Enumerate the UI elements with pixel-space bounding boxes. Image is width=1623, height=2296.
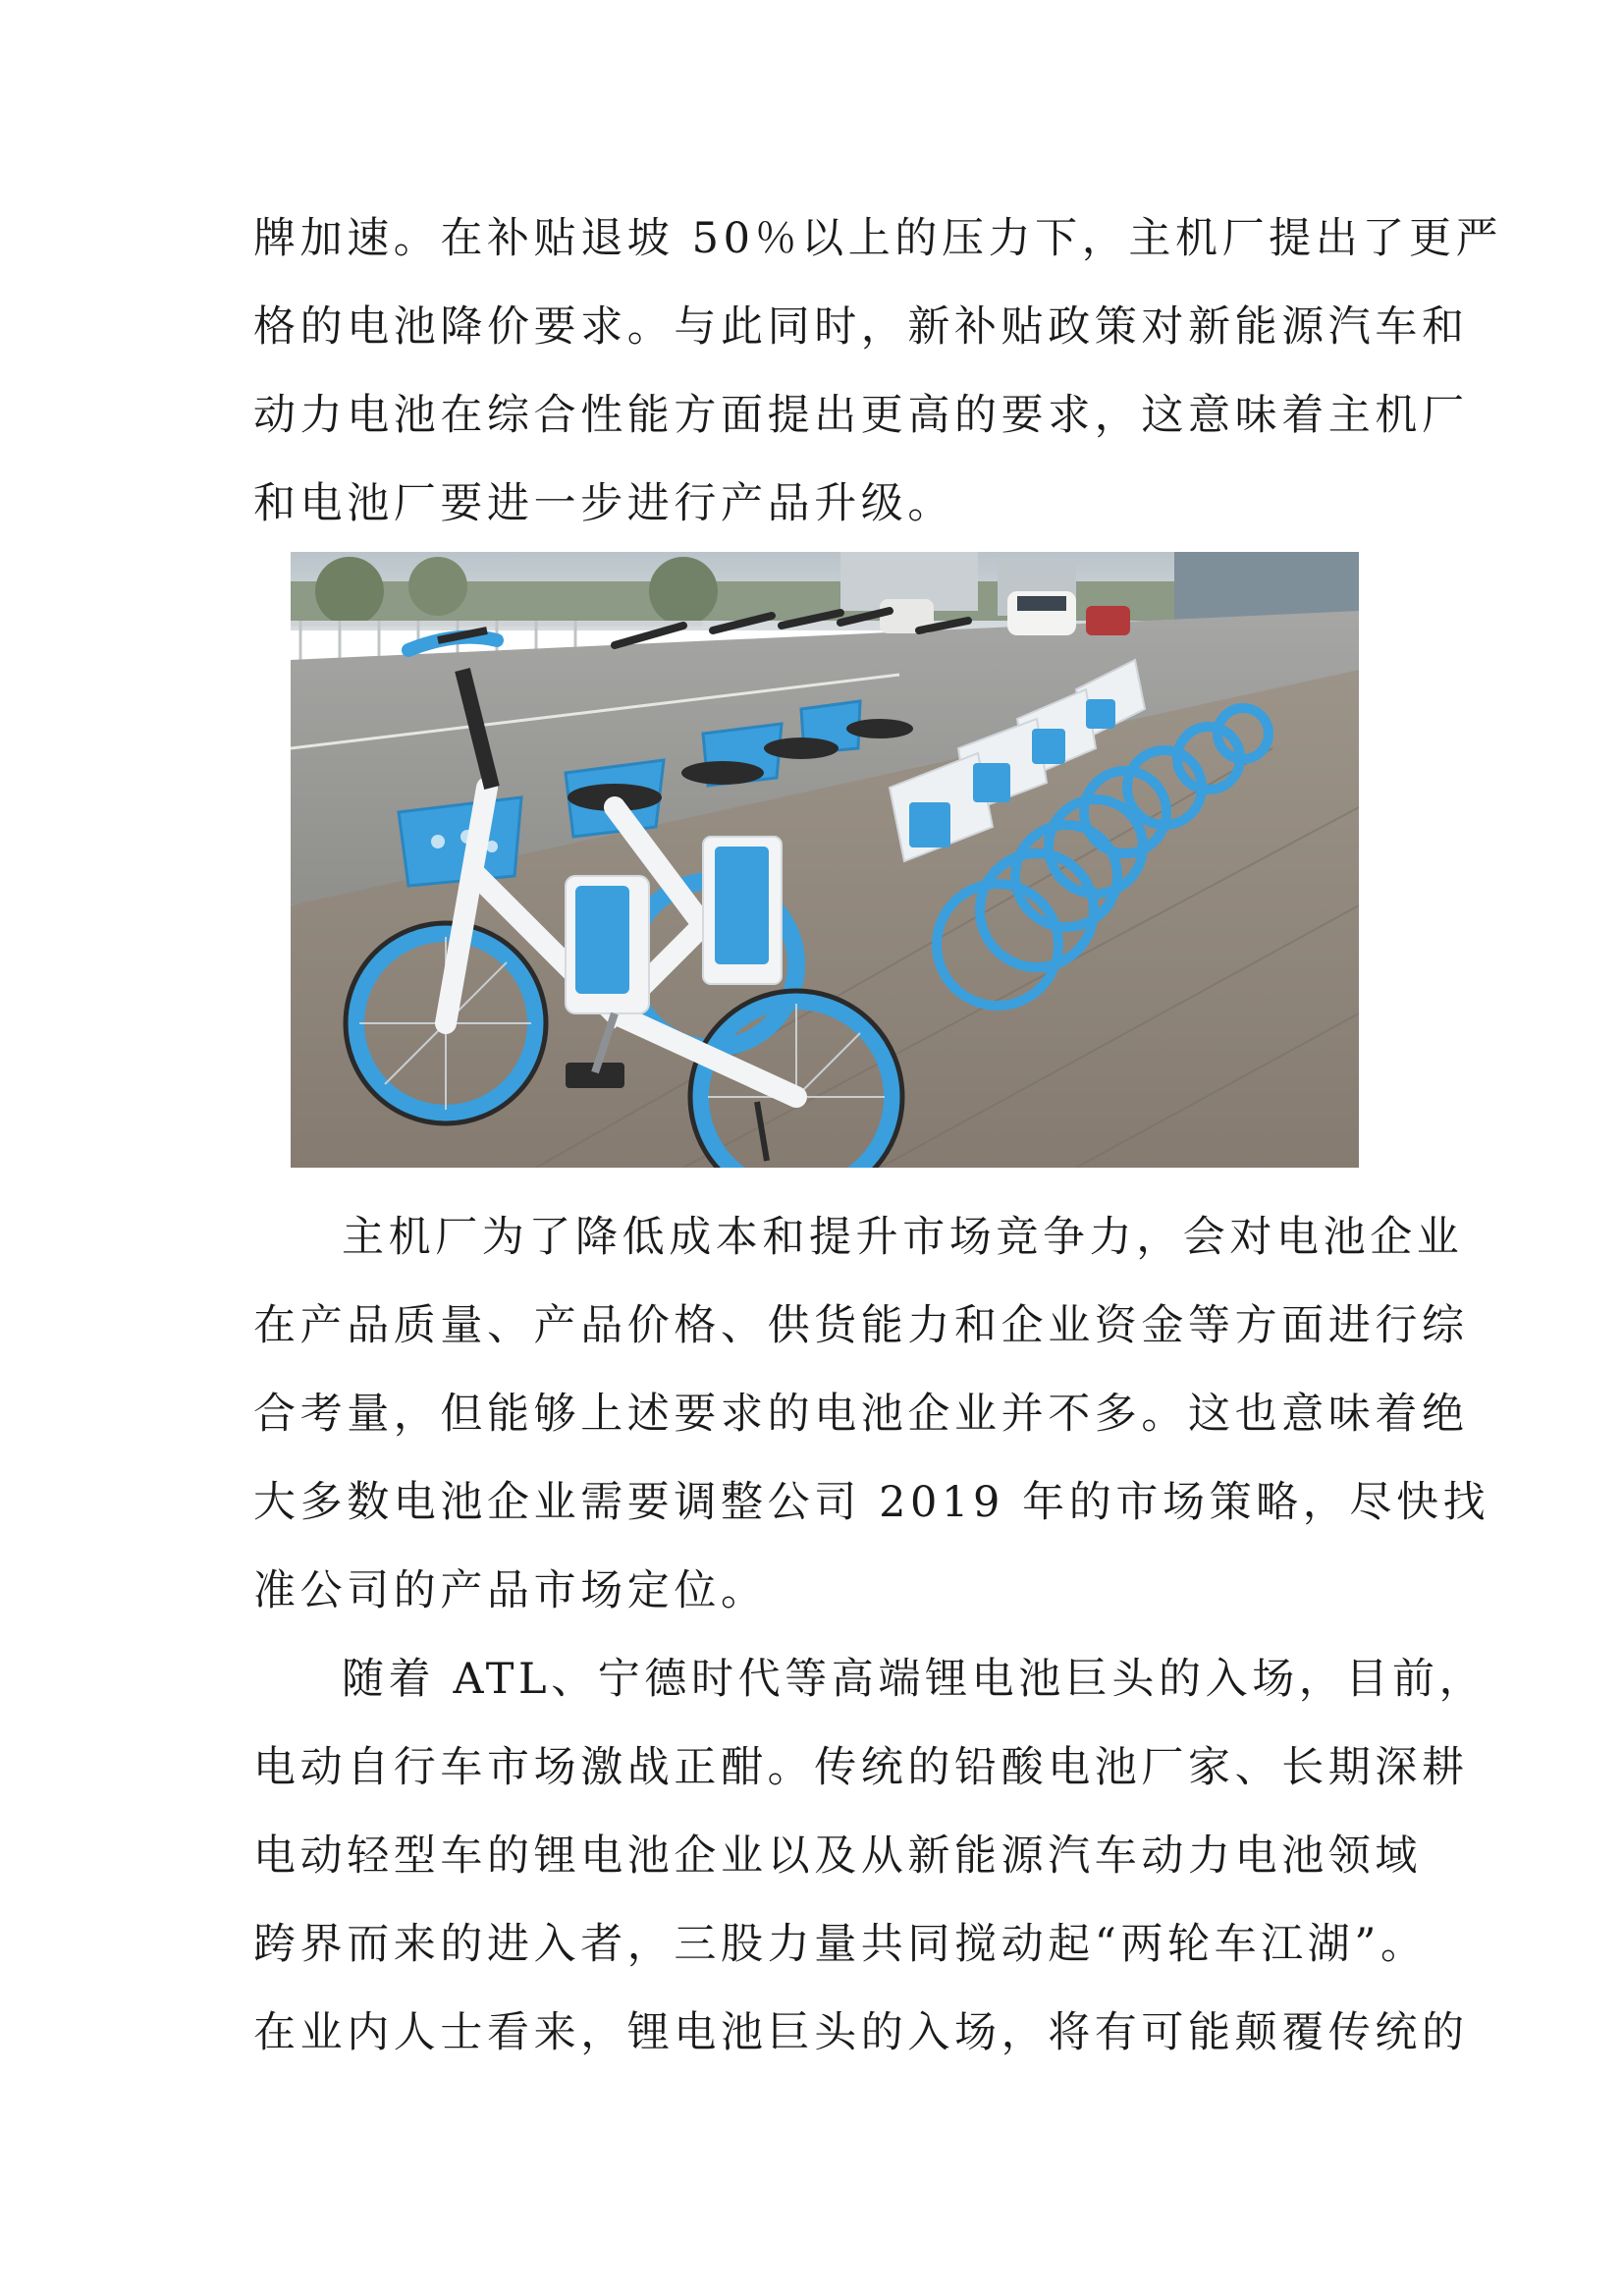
paragraph-3-line-5: 在业内人士看来，锂电池巨头的入场，将有可能颠覆传统的 (253, 2008, 1469, 2057)
paragraph-1-line-4: 和电池厂要进一步进行产品升级。 (253, 479, 954, 528)
paragraph-3-line-2: 电动自行车市场激战正酣。传统的铅酸电池厂家、长期深耕 (253, 1743, 1469, 1792)
paragraph-1-line-2: 格的电池降价要求。与此同时，新补贴政策对新能源汽车和 (253, 302, 1469, 352)
paragraph-1-line-1: 牌加速。在补贴退坡 50％以上的压力下，主机厂提出了更严 (253, 214, 1503, 263)
paragraph-3-line-4: 跨界而来的进入者，三股力量共同搅动起“两轮车江湖”。 (253, 1920, 1428, 1969)
photo-shared-electric-bikes (291, 552, 1359, 1168)
paragraph-2-line-5: 准公司的产品市场定位。 (253, 1566, 768, 1615)
paragraph-2-line-2: 在产品质量、产品价格、供货能力和企业资金等方面进行综 (253, 1301, 1469, 1350)
paragraph-3-line-3: 电动轻型车的锂电池企业以及从新能源汽车动力电池领域 (253, 1831, 1422, 1881)
paragraph-1-line-3: 动力电池在综合性能方面提出更高的要求，这意味着主机厂 (253, 391, 1469, 440)
paragraph-2-line-3: 合考量，但能够上述要求的电池企业并不多。这也意味着绝 (253, 1390, 1469, 1439)
paragraph-2-line-1: 主机厂为了降低成本和提升市场竞争力，会对电池企业 (342, 1213, 1464, 1262)
paragraph-3-line-1: 随着 ATL、宁德时代等高端锂电池巨头的入场，目前， (342, 1655, 1487, 1704)
paragraph-2-line-4: 大多数电池企业需要调整公司 2019 年的市场策略，尽快找 (253, 1478, 1490, 1527)
